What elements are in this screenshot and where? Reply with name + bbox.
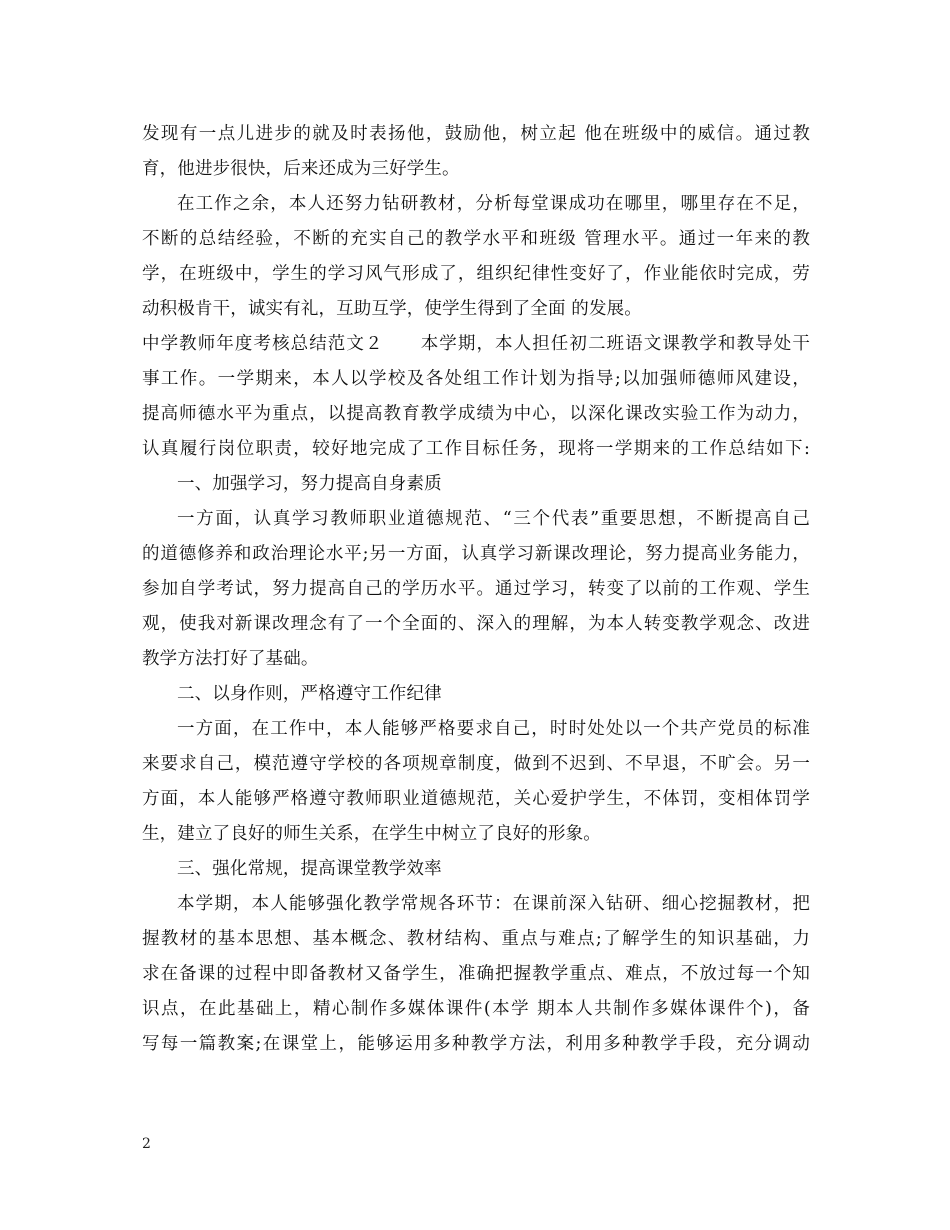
paragraph-first-line: 本学期，本人能够强化教学常规各环节：在课前深入钻研、细心挖掘教材，把 [177,894,810,914]
text-line: 生，建立了良好的师生关系，在学生中树立了良好的形象。 [142,824,601,844]
section-heading: 一、加强学习，努力提高自身素质 [177,474,442,494]
text-line: 方面，本人能够严格遵守教师职业道德规范，关心爱护学生，不体罚，变相体罚学 [142,789,810,809]
paragraph-first-line: 在工作之余，本人还努力钻研教材，分析每堂课成功在哪里，哪里存在不足， [177,194,810,214]
paragraph-first-line: 一方面，认真学习教师职业道德规范、“三个代表”重要思想，不断提高自己 [177,509,810,529]
text-line: 观，使我对新课改理念有了一个全面的、深入的理解，为本人转变教学观念、改进 [142,614,810,634]
section-title-line: 中学教师年度考核总结范文２ 本学期，本人担任初二班语文课教学和教导处干 [142,334,810,354]
text-line: 求在备课的过程中即备教材又备学生，准确把握教学重点、难点，不放过每一个知 [142,964,810,984]
text-line: 提高师德水平为重点，以提高教育教学成绩为中心，以深化课改实验工作为动力， [142,404,810,424]
text-line: 的道德修养和政治理论水平;另一方面，认真学习新课改理论，努力提高业务能力， [142,544,810,564]
text-line: 事工作。一学期来，本人以学校及各处组工作计划为指导;以加强师德师风建设， [142,369,810,389]
document-body [142,117,810,1062]
text-line: 识点，在此基础上，精心制作多媒体课件(本学 期本人共制作多媒体课件个)，备 [142,999,810,1019]
page-number: 2 [142,1136,151,1152]
text-line: 动积极肯干，诚实有礼，互助互学，使学生得到了全面 的发展。 [142,299,642,319]
text-line: 发现有一点儿进步的就及时表扬他，鼓励他，树立起 他在班级中的威信。通过教 [142,124,810,144]
text-line: 学，在班级中，学生的学习风气形成了，组织纪律性变好了，作业能依时完成，劳 [142,264,810,284]
section-heading: 三、强化常规，提高课堂教学效率 [177,859,442,879]
text-line: 教学方法打好了基础。 [142,649,319,669]
text-line: 育，他进步很快，后来还成为三好学生。 [142,159,460,179]
text-line: 握教材的基本思想、基本概念、教材结构、重点与难点;了解学生的知识基础，力 [142,929,810,949]
text-line: 参加自学考试，努力提高自己的学历水平。通过学习，转变了以前的工作观、学生 [142,579,810,599]
paragraph-first-line: 一方面，在工作中，本人能够严格要求自己，时时处处以一个共产党员的标准 [177,719,810,739]
section-heading: 二、以身作则，严格遵守工作纪律 [177,684,442,704]
text-line: 不断的总结经验，不断的充实自己的教学水平和班级 管理水平。通过一年来的教 [142,229,810,249]
text-line: 认真履行岗位职责，较好地完成了工作目标任务，现将一学期来的工作总结如下: [142,439,810,459]
text-line: 写每一篇教案;在课堂上，能够运用多种教学方法，利用多种教学手段，充分调动 [142,1034,810,1054]
text-line: 来要求自己，模范遵守学校的各项规章制度，做到不迟到、不早退，不旷会。另一 [142,754,810,774]
